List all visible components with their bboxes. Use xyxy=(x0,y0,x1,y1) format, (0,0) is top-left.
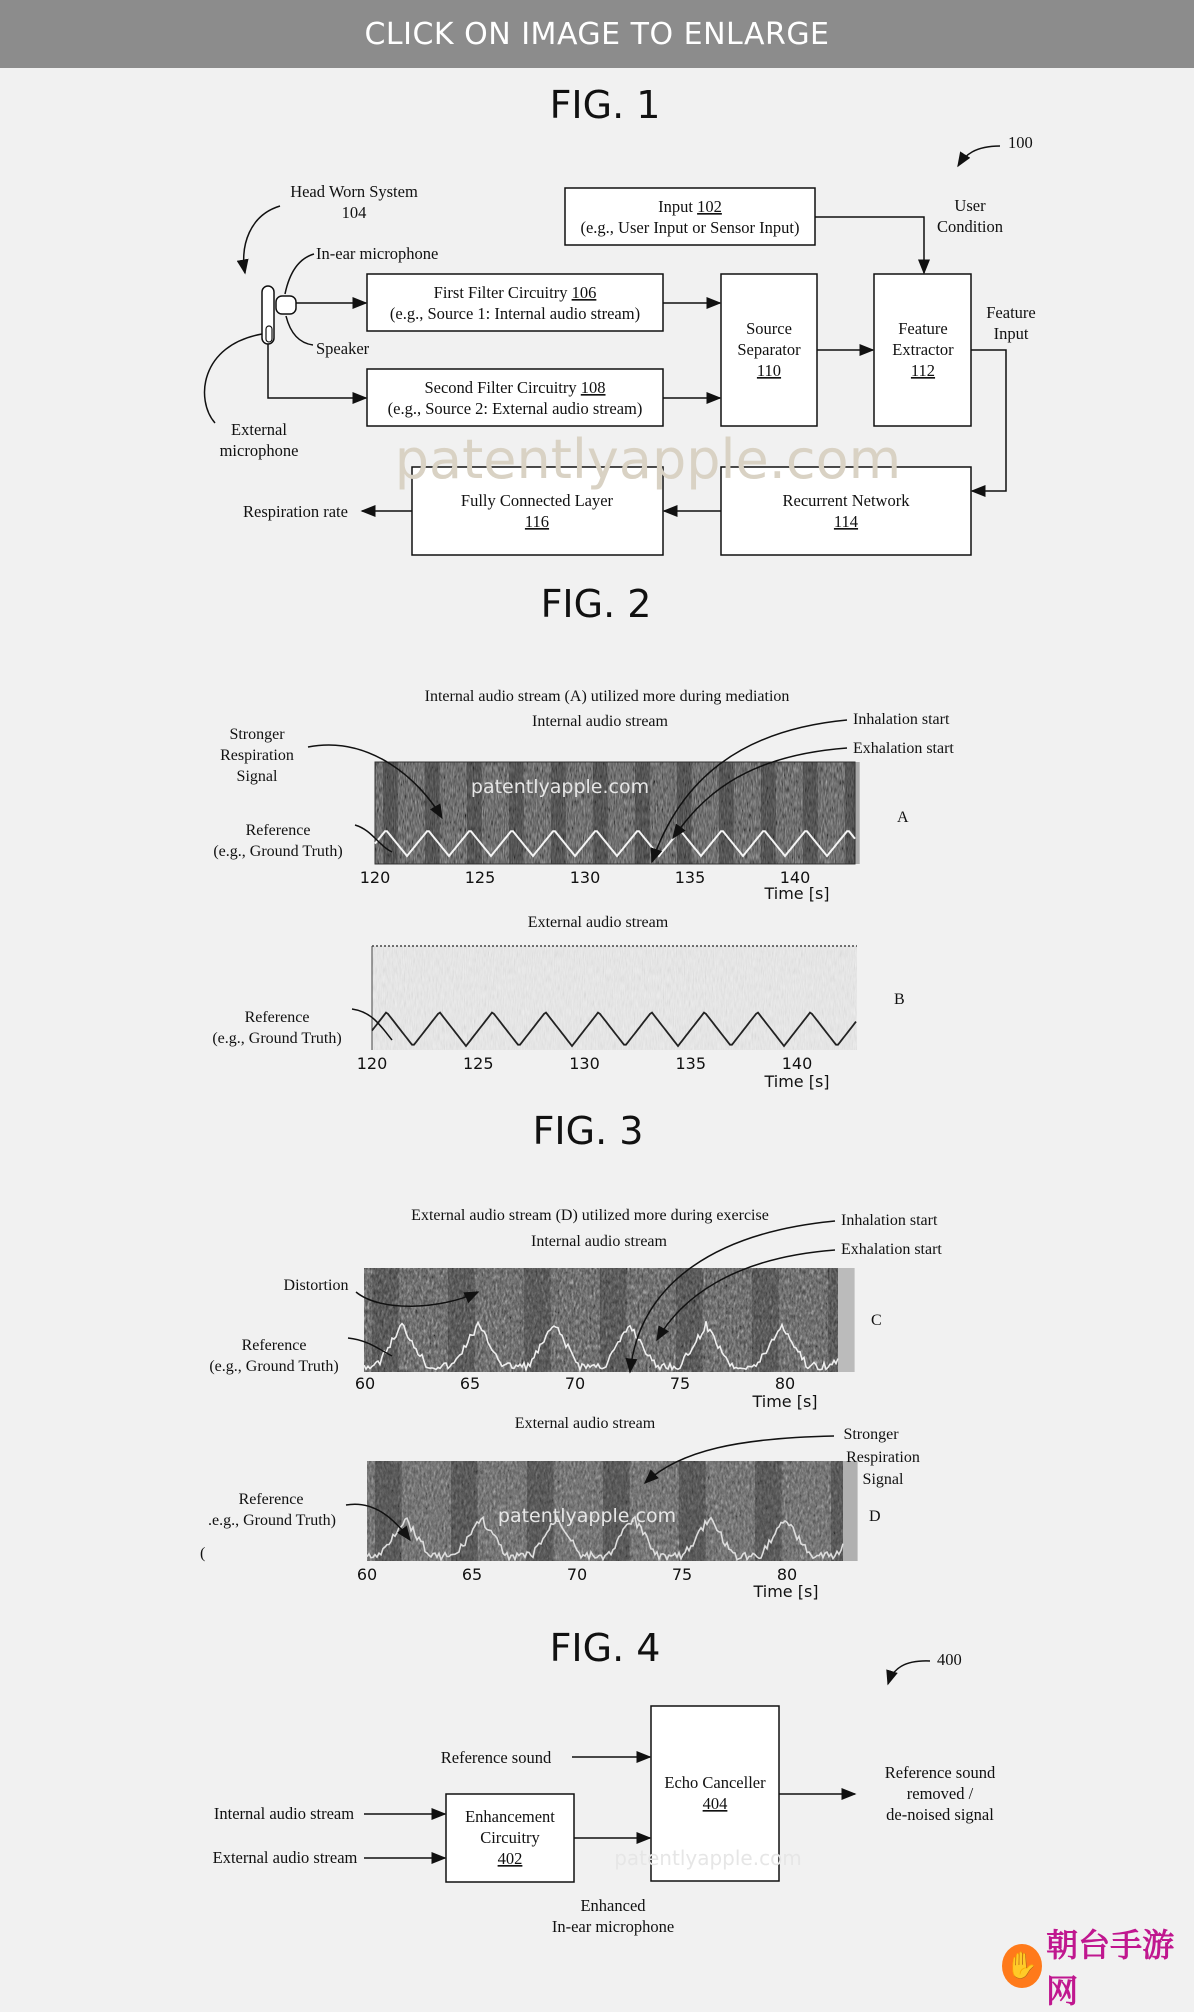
fig1-title: FIG. 1 xyxy=(549,83,661,127)
panel-c-tick: 80 xyxy=(774,1374,796,1393)
panel-b-letter: B xyxy=(894,991,905,1008)
panel-a-tick: 120 xyxy=(359,868,391,887)
echo-canceller-label: Echo Canceller xyxy=(664,1773,766,1792)
external-stream-label: External audio stream xyxy=(212,1848,358,1867)
panel-a-xlabel: Time [s] xyxy=(764,884,830,903)
head-worn-label: Head Worn System xyxy=(290,182,418,201)
panel-a-tick: 140 xyxy=(779,868,811,887)
panel-a-tick: 125 xyxy=(464,868,496,887)
reference-sound-label: Reference sound xyxy=(440,1748,552,1767)
inhalation-label-fig2: Inhalation start xyxy=(853,711,950,728)
in-ear-mic-leader xyxy=(285,254,314,294)
ref-a-1: Reference xyxy=(245,822,311,839)
panel-b-xlabel: Time [s] xyxy=(764,1072,830,1091)
head-worn-number: 104 xyxy=(341,203,367,222)
panel-b-tick: 130 xyxy=(569,1054,600,1073)
panel-b-tick: 135 xyxy=(675,1054,707,1073)
fig2-title: FIG. 2 xyxy=(540,582,652,626)
user-condition-2: Condition xyxy=(936,217,1004,236)
first-filter-example: (e.g., Source 1: Internal audio stream) xyxy=(389,304,641,323)
fig4-ref-number: 400 xyxy=(937,1650,962,1669)
stronger-signal-1: Stronger xyxy=(229,726,285,743)
panel-d-tick: 60 xyxy=(356,1565,378,1584)
speaker-leader xyxy=(286,316,313,345)
panel-a-title: Internal audio stream xyxy=(532,713,668,730)
feature-input-label-1: Feature xyxy=(986,303,1036,322)
output-label-2: removed / xyxy=(906,1784,974,1803)
in-ear-mic-label: In-ear microphone xyxy=(316,244,439,263)
ref-a-2: (e.g., Ground Truth) xyxy=(213,843,343,860)
panel-d-xlabel: Time [s] xyxy=(753,1582,819,1601)
panel-d-tick: 80 xyxy=(776,1565,798,1584)
fig4-ref-arrow xyxy=(888,1661,930,1684)
watermark-fig3-d: patentlyapple.com xyxy=(497,1505,677,1527)
fig1-ref-number: 100 xyxy=(1008,133,1033,152)
ref-d-3: ( xyxy=(200,1545,206,1562)
stronger-signal-2: Respiration xyxy=(220,747,294,764)
feature-extractor-label-1: Feature xyxy=(898,319,948,338)
fig2-caption: Internal audio stream (A) utilized more during mediation xyxy=(424,688,790,705)
panel-a-tick: 135 xyxy=(674,868,706,887)
enhanced-mic-label-1: Enhanced xyxy=(580,1896,646,1915)
output-label-3: de-noised signal xyxy=(886,1805,994,1824)
speaker-label: Speaker xyxy=(316,339,370,358)
enhancement-label-2: Circuitry xyxy=(480,1828,540,1847)
head-worn-arrow xyxy=(244,206,280,273)
arrow-extractor-to-recurrent xyxy=(971,350,1006,491)
panel-c-tick: 60 xyxy=(354,1374,376,1393)
panel-c-letter: C xyxy=(871,1312,882,1329)
stronger-signal-d-3: Signal xyxy=(862,1471,904,1488)
panel-b-tick: 140 xyxy=(781,1054,813,1073)
fully-connected-number: 116 xyxy=(524,512,550,531)
fig3-title: FIG. 3 xyxy=(532,1109,644,1153)
panel-d-tick: 75 xyxy=(671,1565,693,1584)
respiration-rate-label: Respiration rate xyxy=(243,502,348,521)
ref-b-1: Reference xyxy=(244,1009,310,1026)
output-label-1: Reference sound xyxy=(884,1763,996,1782)
enhancement-number: 402 xyxy=(497,1849,523,1868)
recurrent-network-label: Recurrent Network xyxy=(782,491,910,510)
panel-d-tick: 70 xyxy=(566,1565,588,1584)
panel-c-tick: 75 xyxy=(669,1374,691,1393)
panel-d-title: External audio stream xyxy=(514,1415,656,1432)
internal-stream-label: Internal audio stream xyxy=(213,1804,355,1823)
panel-b-tick: 125 xyxy=(462,1054,494,1073)
feature-extractor-label-2: Extractor xyxy=(892,340,954,359)
panel-c-tick: 65 xyxy=(459,1374,481,1393)
user-condition-1: User xyxy=(954,196,986,215)
ref-c-1: Reference xyxy=(241,1337,307,1354)
watermark-fig1: patentlyapple.com xyxy=(394,428,902,491)
source-separator-label-1: Source xyxy=(746,319,792,338)
panel-c-spectrogram xyxy=(364,1268,855,1372)
echo-canceller-number: 404 xyxy=(702,1794,728,1813)
ext-mic-leader xyxy=(205,334,262,423)
fully-connected-label: Fully Connected Layer xyxy=(460,491,614,510)
fig1-ref-arrow xyxy=(958,146,1000,166)
logo-text: 朝台手游网 xyxy=(1046,1926,1175,2010)
feature-input-label-2: Input xyxy=(993,324,1029,343)
fig3-caption: External audio stream (D) utilized more during exercise xyxy=(411,1207,769,1224)
panel-d-tick: 65 xyxy=(461,1565,483,1584)
ext-mic-label-2: microphone xyxy=(219,441,299,460)
panel-b-tick: 120 xyxy=(356,1054,388,1073)
watermark-fig2-a: patentlyapple.com xyxy=(470,776,650,798)
feature-extractor-number: 112 xyxy=(910,361,936,380)
exhalation-label-fig2: Exhalation start xyxy=(853,740,954,757)
panel-b-title: External audio stream xyxy=(527,914,669,931)
inhalation-label-fig3: Inhalation start xyxy=(841,1212,938,1229)
arrow-input-to-extractor xyxy=(815,217,924,273)
input-label: Input 102 xyxy=(658,197,722,216)
stronger-signal-d-1: Stronger xyxy=(843,1426,899,1443)
earbud-icon xyxy=(262,286,296,344)
ext-mic-label-1: External xyxy=(231,420,287,439)
ref-d-1: Reference xyxy=(238,1491,304,1508)
hand-icon: ✋ xyxy=(1002,1944,1042,1988)
source-separator-number: 110 xyxy=(756,361,782,380)
stronger-signal-d-2: Respiration xyxy=(846,1449,920,1466)
second-filter-example: (e.g., Source 2: External audio stream) xyxy=(387,399,643,418)
ref-d-2: .e.g., Ground Truth) xyxy=(207,1512,337,1529)
second-filter-label: Second Filter Circuitry 108 xyxy=(424,378,606,397)
enhanced-mic-label-2: In-ear microphone xyxy=(551,1917,675,1936)
panel-c-title: Internal audio stream xyxy=(531,1233,667,1250)
panel-c-xlabel: Time [s] xyxy=(752,1392,818,1411)
stronger-signal-3: Signal xyxy=(236,768,278,785)
input-example: (e.g., User Input or Sensor Input) xyxy=(580,218,800,237)
exhalation-label-fig3: Exhalation start xyxy=(841,1241,942,1258)
fig4-title: FIG. 4 xyxy=(549,1626,661,1670)
distortion-label: Distortion xyxy=(283,1277,349,1294)
recurrent-network-number: 114 xyxy=(833,512,859,531)
panel-b-spectrogram xyxy=(372,946,857,1050)
ref-c-2: (e.g., Ground Truth) xyxy=(209,1358,339,1375)
watermark-fig4: patentlyapple.com xyxy=(614,1846,802,1870)
ref-b-2: (e.g., Ground Truth) xyxy=(212,1030,342,1047)
first-filter-label: First Filter Circuitry 106 xyxy=(433,283,597,302)
panel-d-letter: D xyxy=(869,1508,881,1525)
site-logo[interactable] xyxy=(1002,1926,1192,2010)
panel-a-tick: 130 xyxy=(569,868,601,887)
enhancement-label-1: Enhancement xyxy=(465,1807,555,1826)
source-separator-label-2: Separator xyxy=(737,340,801,359)
enlarge-banner[interactable]: CLICK ON IMAGE TO ENLARGE xyxy=(0,0,1194,68)
panel-a-letter: A xyxy=(897,809,909,826)
panel-c-tick: 70 xyxy=(564,1374,586,1393)
